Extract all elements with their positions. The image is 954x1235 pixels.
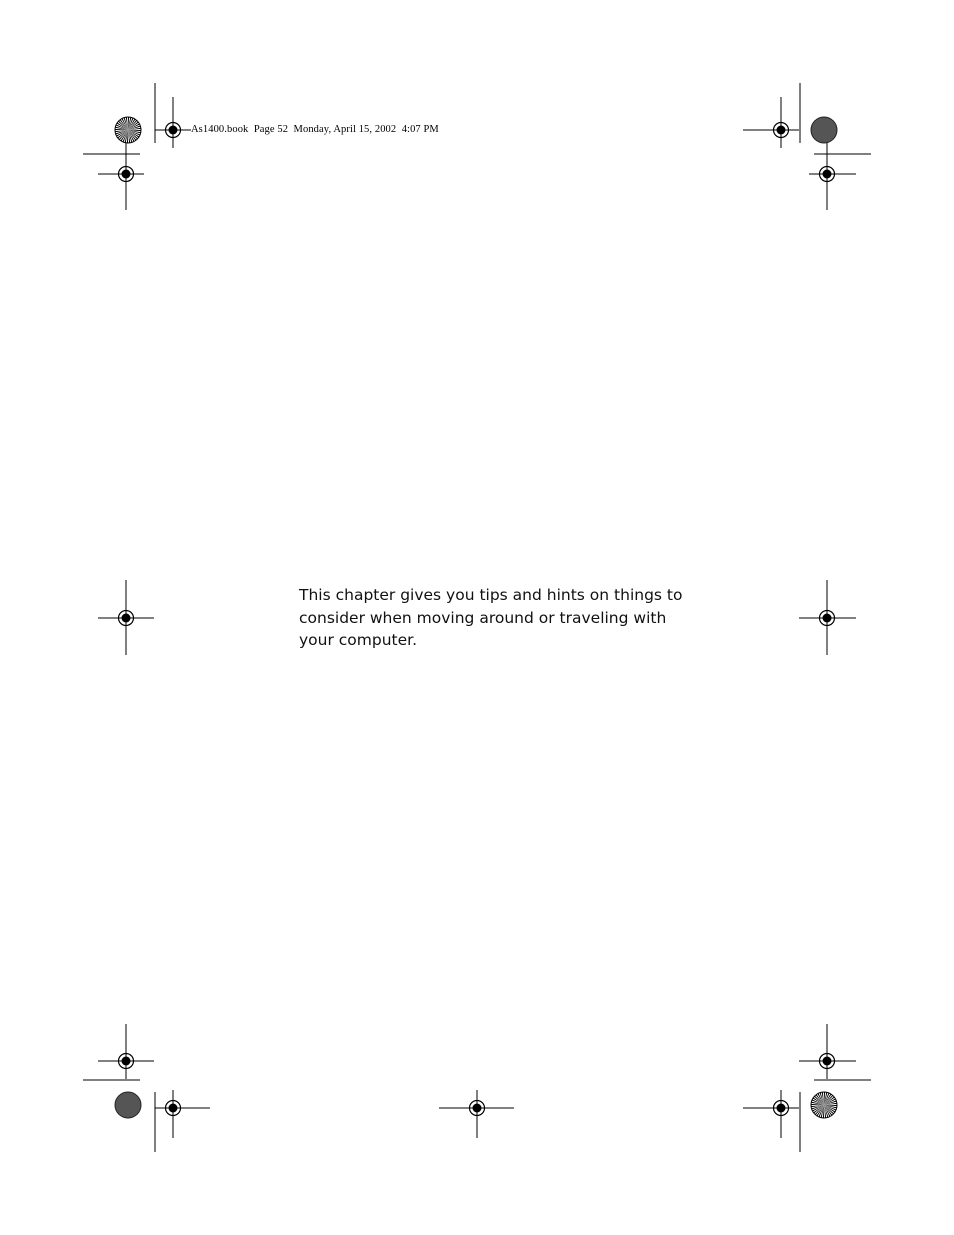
print-slug-header: As1400.book Page 52 Monday, April 15, 2002 4:07 PM [191, 124, 439, 135]
paragraph-line: This chapter gives you tips and hints on things to [299, 586, 683, 604]
chapter-intro-paragraph [299, 584, 683, 652]
paragraph-line: your computer. [299, 631, 418, 649]
paragraph-line: consider when moving around or traveling with [299, 608, 667, 627]
